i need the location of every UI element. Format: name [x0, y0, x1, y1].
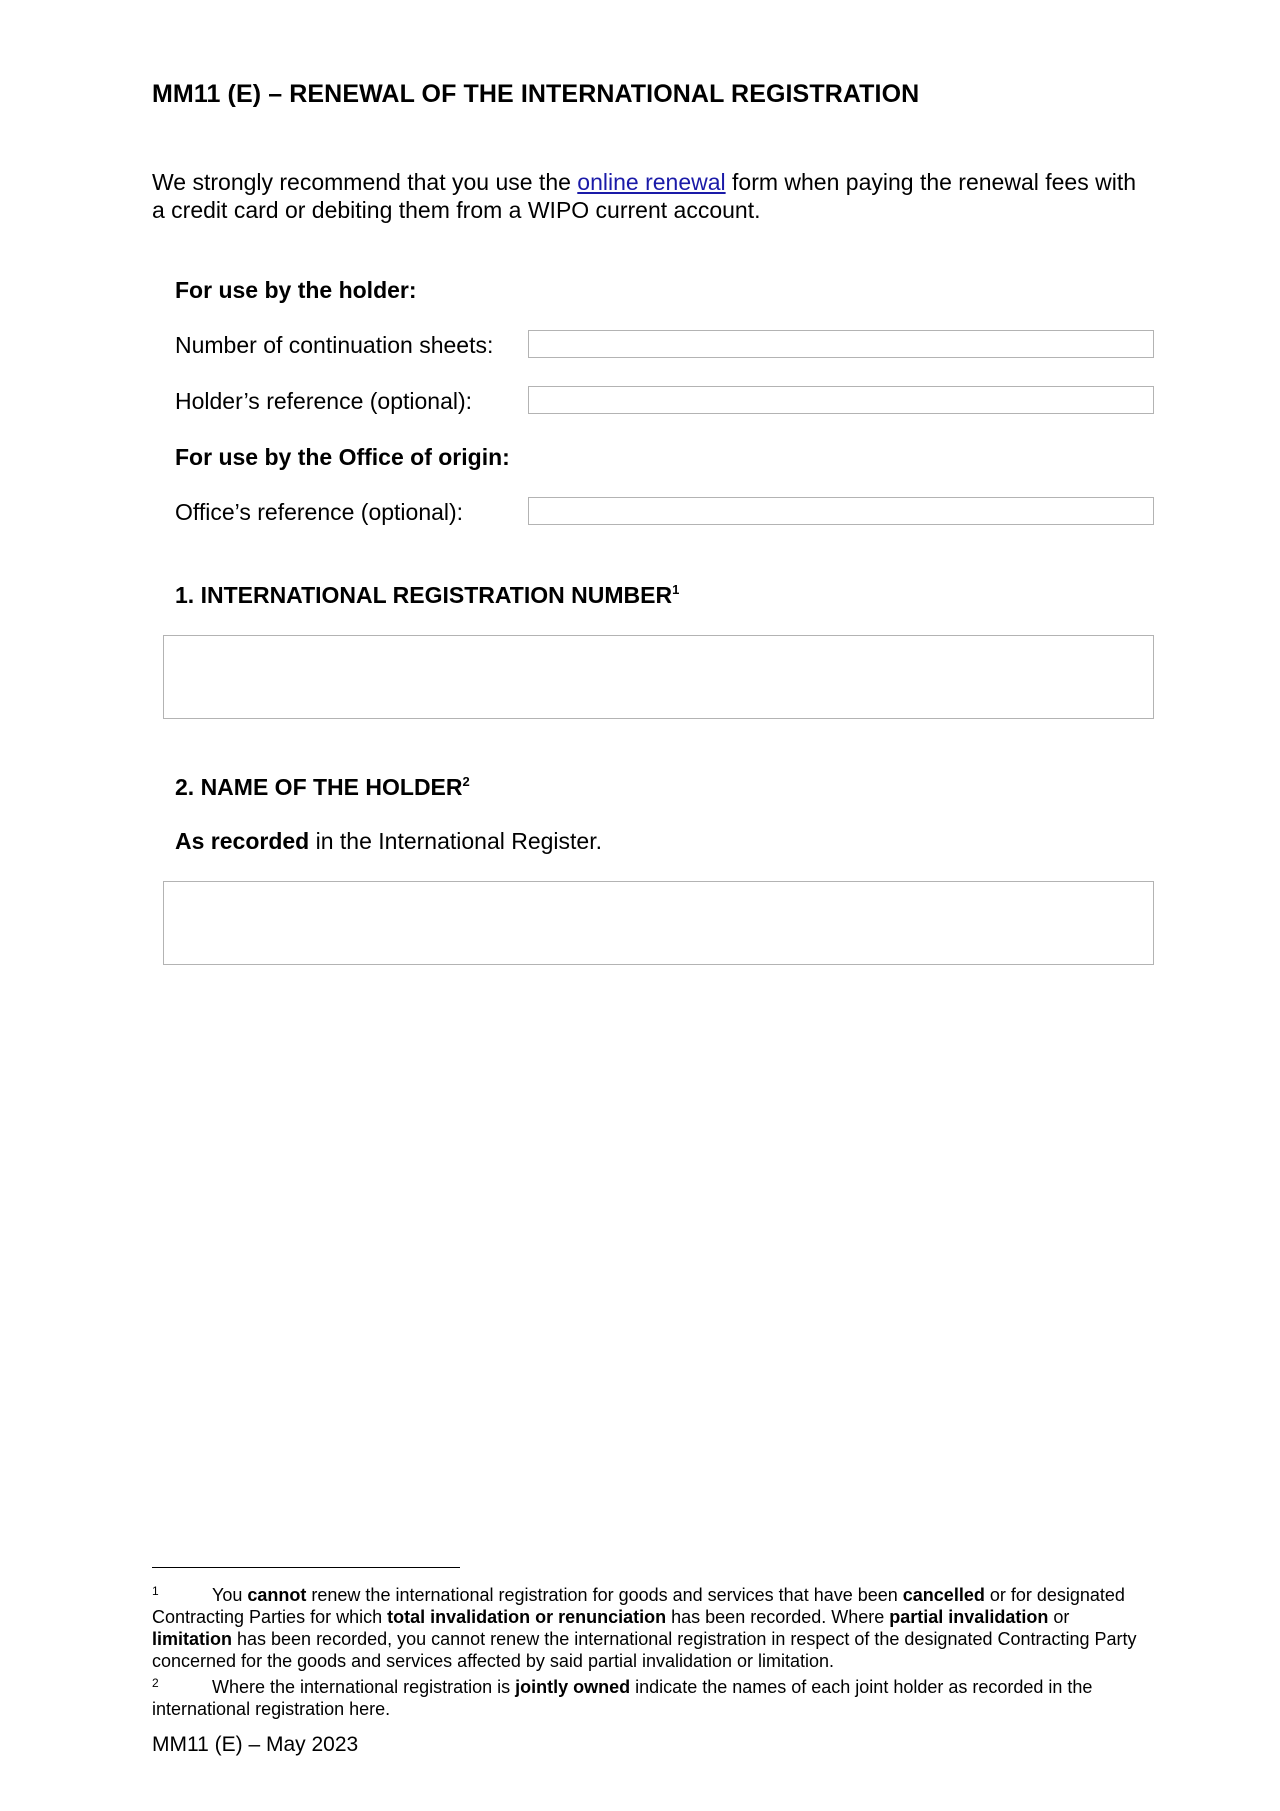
fn1-text: or for designated Contracting Parties for which — [152, 1585, 1125, 1627]
form-title: MM11 (E) – RENEWAL OF THE INTERNATIONAL REGISTRATION — [152, 80, 920, 108]
holder-reference-label: Holder’s reference (optional): — [175, 388, 473, 414]
section-1-title: 1. INTERNATIONAL REGISTRATION NUMBER — [175, 582, 673, 608]
fn2-text: Where the international registration is — [212, 1677, 516, 1697]
fn2-bold: jointly owned — [515, 1677, 631, 1697]
holder-name-instruction — [175, 828, 602, 855]
footnote-2 — [152, 1672, 1142, 1720]
fn1-text: or — [1048, 1607, 1070, 1627]
footnote-separator — [152, 1567, 460, 1568]
fn1-text: You — [212, 1585, 248, 1605]
online-renewal-link[interactable]: online renewal — [577, 169, 726, 195]
footnote-2-marker: 2 — [152, 1676, 159, 1690]
office-reference-field[interactable] — [528, 497, 1154, 525]
intro-text-before: We strongly recommend that you use the — [152, 169, 578, 195]
footnote-ref-1: 1 — [672, 582, 680, 597]
fn1-bold: partial invalidation — [889, 1607, 1049, 1627]
holder-reference-field[interactable] — [528, 386, 1154, 414]
fn1-bold: limitation — [152, 1629, 232, 1649]
footnote-1 — [152, 1580, 1142, 1672]
page-footer: MM11 (E) – May 2023 — [152, 1733, 359, 1756]
fn1-bold: cannot — [247, 1585, 307, 1605]
section-2-title: 2. NAME OF THE HOLDER — [175, 774, 463, 800]
intro-text-after: form when paying the renewal fees with a credit card or debiting them from a WIPO current account. — [152, 169, 1137, 223]
fn1-bold: cancelled — [902, 1585, 985, 1605]
registration-number-field[interactable] — [163, 635, 1154, 719]
holder-use-heading: For use by the holder: — [175, 277, 417, 303]
footnote-1-marker: 1 — [152, 1584, 159, 1598]
fn1-text: has been recorded, you cannot renew the international registration in respect of the designated Contracting Party concerned for the goods and services affected by said partial invalidation or limitation. — [152, 1629, 1137, 1671]
section-2-heading — [175, 774, 470, 801]
footnotes — [152, 1580, 1142, 1720]
section-1-heading — [175, 582, 679, 609]
fn1-text: has been recorded. Where — [666, 1607, 890, 1627]
office-use-heading: For use by the Office of origin: — [175, 444, 510, 470]
intro-paragraph — [152, 168, 1142, 224]
fn1-text: renew the international registration for goods and services that have been — [306, 1585, 903, 1605]
continuation-sheets-label: Number of continuation sheets: — [175, 332, 494, 358]
fn2-text: indicate the names of each joint holder as recorded in the international registration here. — [152, 1677, 1093, 1719]
holder-name-field[interactable] — [163, 881, 1154, 965]
instruction-rest: in the International Register. — [309, 828, 603, 854]
fn1-bold: total invalidation or renunciation — [387, 1607, 667, 1627]
footnote-ref-2: 2 — [462, 774, 470, 789]
instruction-bold: As recorded — [175, 828, 310, 854]
office-reference-label: Office’s reference (optional): — [175, 499, 464, 525]
continuation-sheets-field[interactable] — [528, 330, 1154, 358]
